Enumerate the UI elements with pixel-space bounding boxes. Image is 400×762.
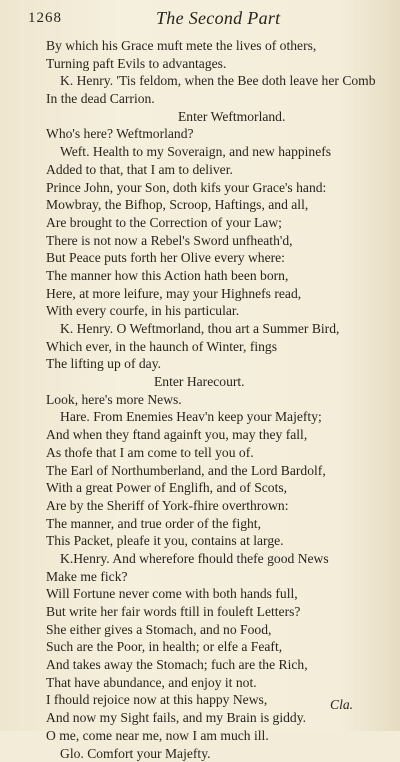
- text-line: But Peace puts forth her Olive every where:: [46, 249, 392, 267]
- text-line: O me, come near me, now I am much ill.: [46, 727, 392, 745]
- text-line: But write her fair words ftill in fouleft Letters?: [46, 603, 392, 621]
- page-header: [28, 8, 372, 28]
- play-text: [46, 37, 392, 762]
- stage-direction: Enter Weftmorland.: [46, 108, 392, 126]
- text-line: Look, here's more News.: [46, 391, 392, 409]
- speech-line: K. Henry. 'Tis feldom, when the Bee doth leave her Comb: [46, 72, 392, 90]
- text-line: Will Fortune never come with both hands full,: [46, 585, 392, 603]
- text-line: That have abundance, and enjoy it not.: [46, 674, 392, 692]
- text-line: By which his Grace muft mete the lives of others,: [46, 37, 392, 55]
- text-line: Who's here? Weftmorland?: [46, 125, 392, 143]
- text-line: She either gives a Stomach, and no Food,: [46, 621, 392, 639]
- text-line: The manner how this Action hath been born,: [46, 267, 392, 285]
- speech-line: K. Henry. O Weftmorland, thou art a Summer Bird,: [46, 320, 392, 338]
- text-line: Such are the Poor, in health; or elfe a Feaft,: [46, 638, 392, 656]
- text-line: Here, at more leifure, may your Highnefs read,: [46, 285, 392, 303]
- text-line: Make me fick?: [46, 568, 392, 586]
- running-head: The Second Part: [156, 8, 280, 29]
- text-line: And takes away the Stomach; fuch are the Rich,: [46, 656, 392, 674]
- text-line: And now my Sight fails, and my Brain is giddy.: [46, 709, 392, 727]
- stage-direction: Enter Harecourt.: [46, 373, 392, 391]
- text-line: In the dead Carrion.: [46, 90, 392, 108]
- text-line: This Packet, pleafe it you, contains at large.: [46, 532, 392, 550]
- catchword: Cla.: [330, 697, 353, 713]
- speech-line: Weft. Health to my Soveraign, and new happinefs: [46, 143, 392, 161]
- text-line: With a great Power of Englifh, and of Scots,: [46, 479, 392, 497]
- text-line: Added to that, that I am to deliver.: [46, 161, 392, 179]
- text-line: The lifting up of day.: [46, 355, 392, 373]
- text-line: Mowbray, the Bifhop, Scroop, Haftings, and all,: [46, 196, 392, 214]
- text-line: The Earl of Northumberland, and the Lord Bardolf,: [46, 462, 392, 480]
- speech-line: K.Henry. And wherefore fhould thefe good News: [46, 550, 392, 568]
- text-line: As thofe that I am come to tell you of.: [46, 444, 392, 462]
- text-line: Which ever, in the haunch of Winter, fings: [46, 338, 392, 356]
- text-line: Turning paft Evils to advantages.: [46, 55, 392, 73]
- speech-line: Glo. Comfort your Majefty.: [46, 745, 392, 762]
- speech-line: Hare. From Enemies Heav'n keep your Majefty;: [46, 408, 392, 426]
- text-line: With every courfe, in his particular.: [46, 302, 392, 320]
- text-line: There is not now a Rebel's Sword unfheath'd,: [46, 232, 392, 250]
- text-line: The manner, and true order of the fight,: [46, 515, 392, 533]
- text-line: I fhould rejoice now at this happy News,: [46, 691, 392, 709]
- text-line: And when they ftand againft you, may they fall,: [46, 426, 392, 444]
- text-line: Are brought to the Correction of your Law;: [46, 214, 392, 232]
- text-line: Are by the Sheriff of York-fhire overthrown:: [46, 497, 392, 515]
- page-number: 1268: [28, 10, 62, 27]
- text-line: Prince John, your Son, doth kifs your Grace's hand:: [46, 179, 392, 197]
